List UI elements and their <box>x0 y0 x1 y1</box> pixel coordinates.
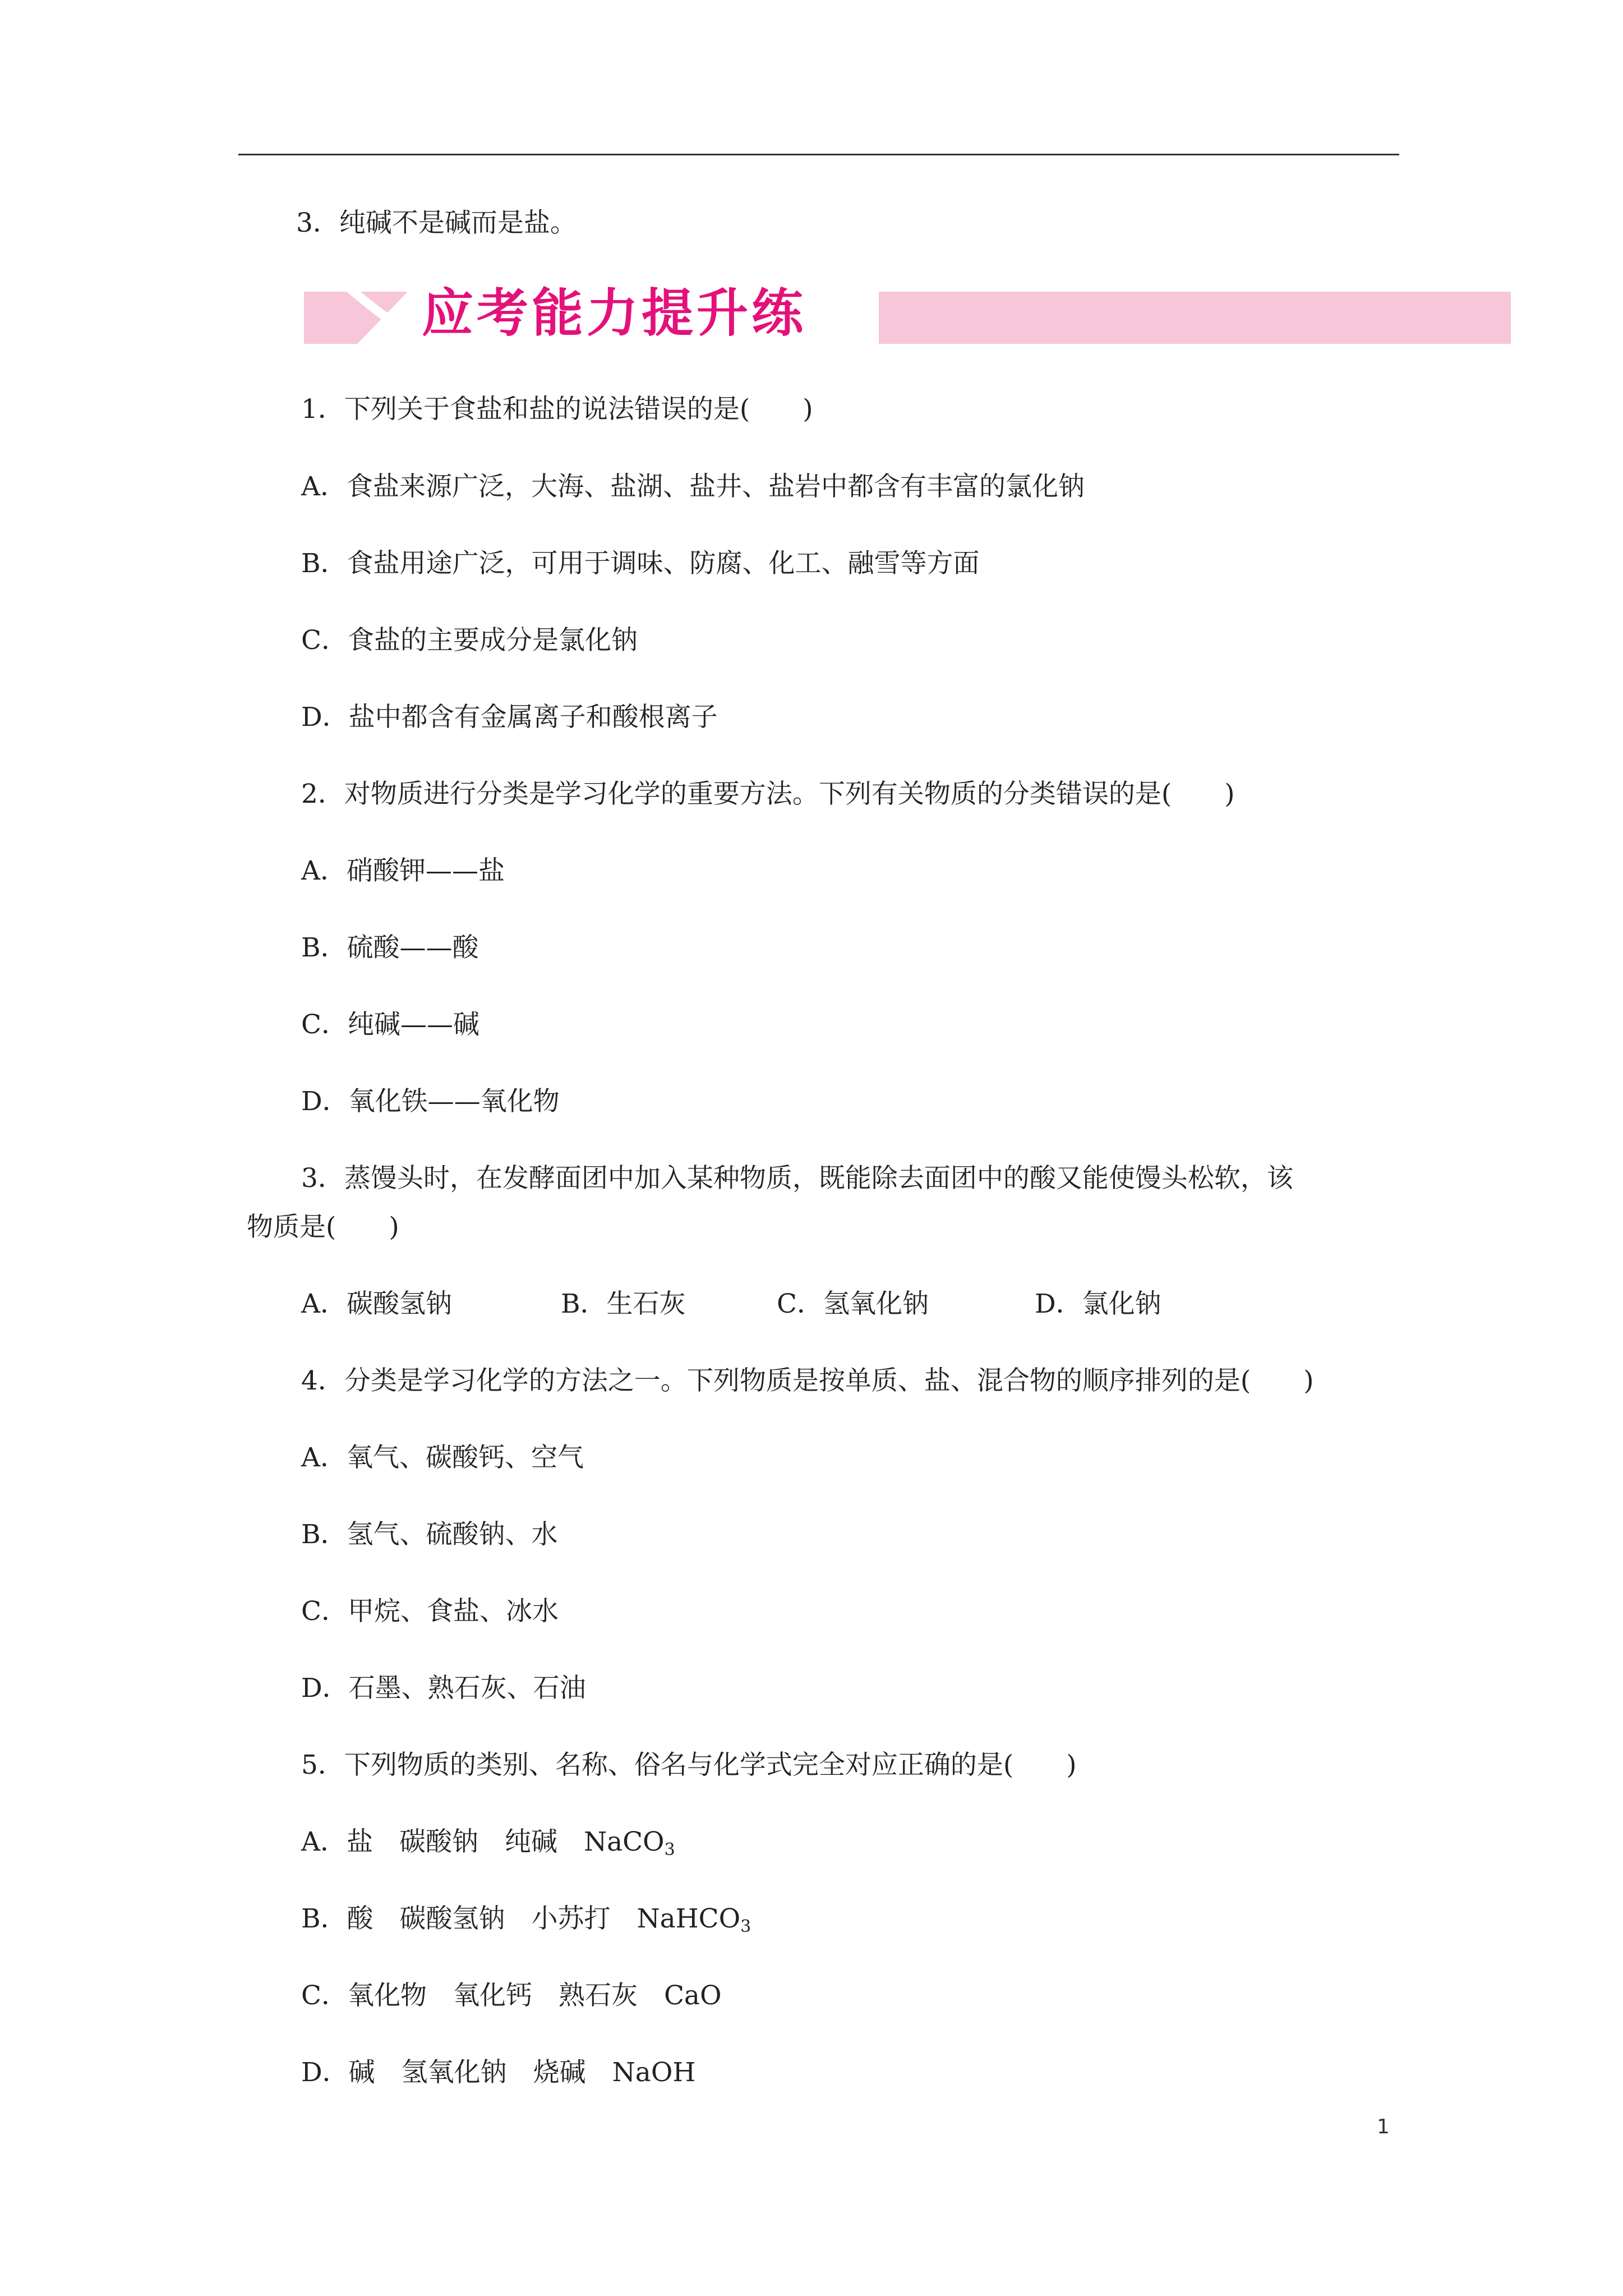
q3-stem-line1: 3．蒸馒头时，在发酵面团中加入某种物质，既能除去面团中的酸又能使馒头松软，该 <box>301 1163 1293 1194</box>
q5-option-a <box>301 1825 675 1859</box>
q4-option-b: B．氢气、硫酸钠、水 <box>301 1519 558 1550</box>
q2-option-a: A．硝酸钾——盐 <box>301 855 505 886</box>
banner-swoosh-icon <box>338 283 433 344</box>
section-title: 应考能力提升练 <box>422 283 807 343</box>
intro-line: 3．纯碱不是碱而是盐。 <box>296 208 577 238</box>
q1-option-b: B．食盐用途广泛，可用于调味、防腐、化工、融雪等方面 <box>301 548 980 579</box>
q4-option-d: D．石墨、熟石灰、石油 <box>301 1673 586 1704</box>
q5-option-d: D．碱 氢氧化钠 烧碱 NaOH <box>301 2057 696 2088</box>
q1-stem: 1．下列关于食盐和盐的说法错误的是( ) <box>301 394 813 425</box>
page-number: 1 <box>1377 2115 1390 2138</box>
q2-option-d: D．氧化铁——氧化物 <box>301 1086 560 1117</box>
q5-option-a-text: A．盐 碳酸钠 纯碱 NaCO <box>301 1826 665 1857</box>
banner-bar <box>879 292 1511 344</box>
q1-option-c: C．食盐的主要成分是氯化钠 <box>301 625 638 656</box>
q1-option-a: A．食盐来源广泛，大海、盐湖、盐井、盐岩中都含有丰富的氯化钠 <box>301 471 1085 502</box>
q3-option-d: D．氯化钠 <box>1035 1289 1161 1319</box>
header-rule <box>238 154 1399 155</box>
q3-option-c: C．氢氧化钠 <box>777 1289 929 1319</box>
q2-option-c: C．纯碱——碱 <box>301 1009 479 1040</box>
q4-option-c: C．甲烷、食盐、冰水 <box>301 1596 559 1627</box>
q5-option-b <box>301 1902 751 1936</box>
q1-option-d: D．盐中都含有金属离子和酸根离子 <box>301 702 718 733</box>
q4-option-a: A．氧气、碳酸钙、空气 <box>301 1442 584 1473</box>
q5-option-a-subscript: 3 <box>664 1840 675 1860</box>
q2-option-b: B．硫酸——酸 <box>301 932 479 963</box>
section-banner <box>304 283 1511 344</box>
q5-option-b-text: B．酸 碳酸氢钠 小苏打 NaHCO <box>301 1903 741 1934</box>
q3-option-b: B．生石灰 <box>561 1289 686 1319</box>
q5-stem: 5．下列物质的类别、名称、俗名与化学式完全对应正确的是( ) <box>301 1750 1077 1780</box>
q2-stem: 2．对物质进行分类是学习化学的重要方法。下列有关物质的分类错误的是( ) <box>301 779 1235 809</box>
q3-stem-line2: 物质是( ) <box>247 1212 399 1243</box>
q5-option-c: C．氧化物 氧化钙 熟石灰 CaO <box>301 1980 722 2011</box>
q5-option-b-subscript: 3 <box>740 1917 751 1936</box>
q4-stem: 4．分类是学习化学的方法之一。下列物质是按单质、盐、混合物的顺序排列的是( ) <box>301 1365 1314 1396</box>
q3-option-a: A．碳酸氢钠 <box>301 1289 452 1319</box>
